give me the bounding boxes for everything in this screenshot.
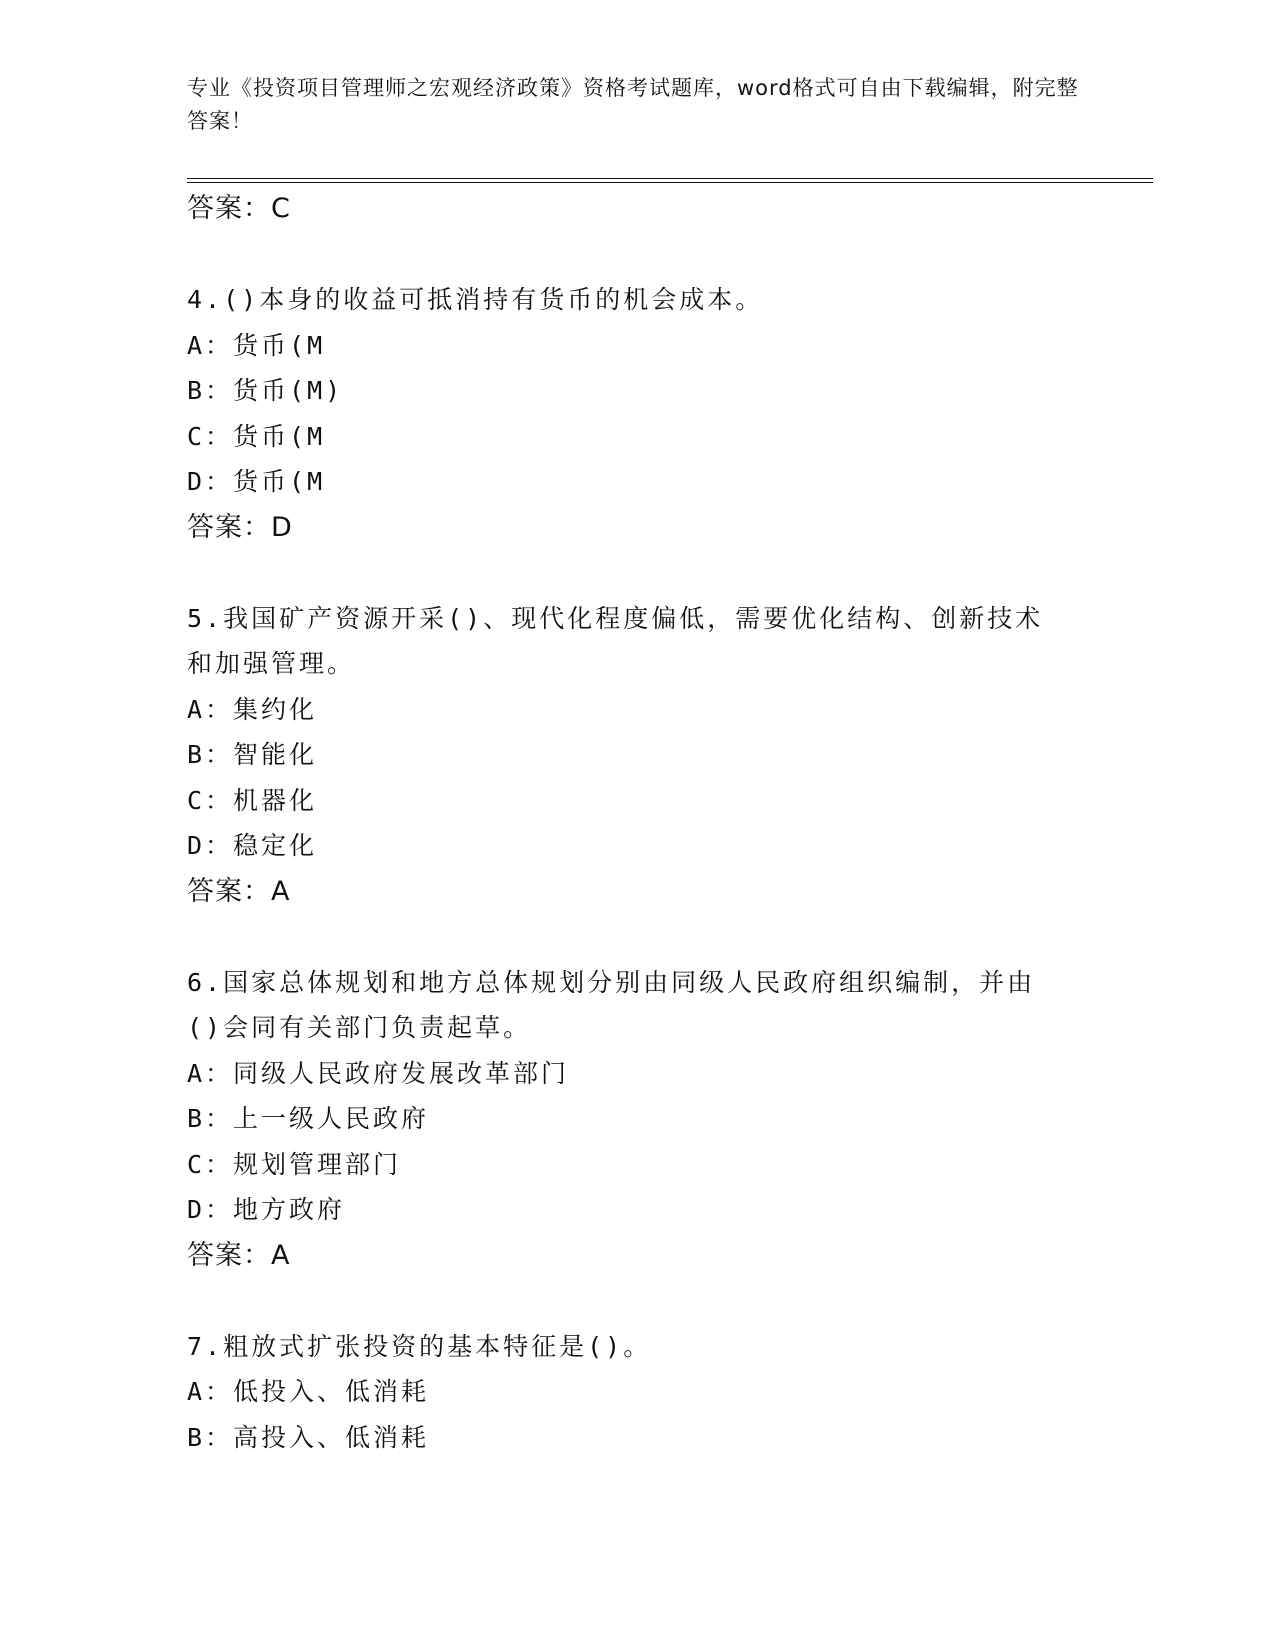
- option-d: D：稳定化: [187, 831, 318, 860]
- option-a: A：低投入、低消耗: [187, 1377, 430, 1406]
- answer-line: 答案：D: [187, 511, 293, 543]
- question-block: [187, 596, 1067, 915]
- option-b: B：上一级人民政府: [187, 1104, 430, 1133]
- option-d: D：货币(M: [187, 467, 326, 496]
- document-header: [187, 72, 1087, 138]
- option-a: A：货币(M: [187, 330, 326, 360]
- spacer: [187, 551, 1067, 596]
- option-a: A：集约化: [187, 694, 318, 724]
- question-list: [187, 186, 1067, 1460]
- option-b: B：高投入、低消耗: [187, 1422, 430, 1452]
- answer-line: 答案：A: [187, 1239, 291, 1271]
- header-rule-bottom: [187, 182, 1153, 183]
- header-text: 专业《投资项目管理师之宏观经济政策》资格考试题库，word格式可自由下载编辑，附完整答案！: [187, 76, 1079, 133]
- spacer: [187, 232, 1067, 277]
- question-block: [187, 277, 1067, 551]
- header-rule-top: [187, 178, 1153, 179]
- answer-line: 答案：C: [187, 193, 291, 224]
- spacer: [187, 1279, 1067, 1324]
- option-c: C：货币(M: [187, 421, 326, 451]
- question-text: 7.粗放式扩张投资的基本特征是()。: [187, 1331, 652, 1361]
- option-d: D：地方政府: [187, 1195, 346, 1224]
- question-block: [187, 1324, 1067, 1461]
- option-a: A：同级人民政府发展改革部门: [187, 1058, 570, 1088]
- question-text: 4.()本身的收益可抵消持有货币的机会成本。: [187, 285, 764, 314]
- option-c: C：规划管理部门: [187, 1149, 402, 1179]
- question-block: [187, 960, 1067, 1279]
- question-text: 6.国家总体规划和地方总体规划分别由同级人民政府组织编制，并由()会同有关部门负责起草。: [187, 967, 1036, 1042]
- option-b: B：智能化: [187, 740, 318, 769]
- spacer: [187, 915, 1067, 960]
- answer-line: 答案：A: [187, 875, 291, 907]
- question-text: 5.我国矿产资源开采()、现代化程度偏低，需要优化结构、创新技术和加强管理。: [187, 603, 1044, 678]
- option-c: C：机器化: [187, 785, 318, 815]
- option-b: B：货币(M): [187, 376, 344, 405]
